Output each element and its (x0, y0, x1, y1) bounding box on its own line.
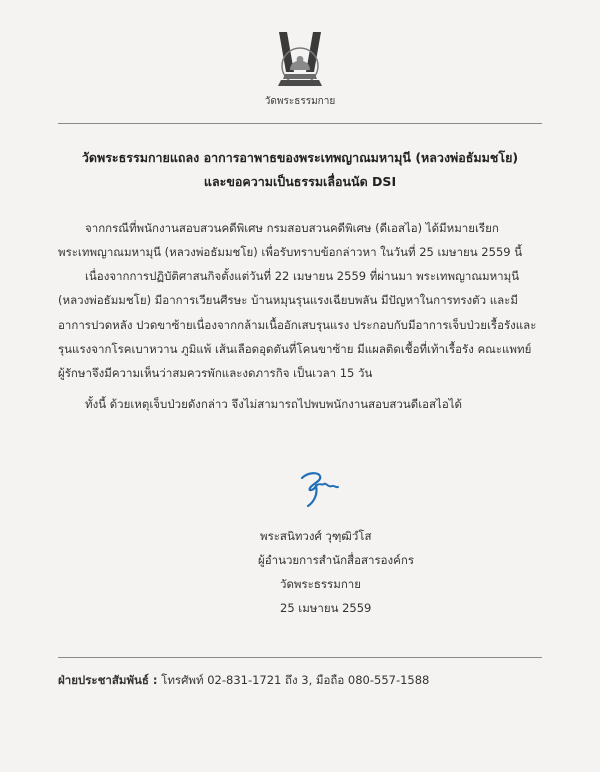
footer-phone: โทรศัพท์ 02-831-1721 ถึง 3, มือถือ 080-557-1588 (161, 673, 430, 687)
paragraph-line: เนื่องจากการปฏิบัติศาสนกิจตั้งแต่วันที่ 22 เมษายน 2559 ที่ผ่านมา พระเทพญาณมหามุนี (85, 269, 520, 283)
document-title-line-1: วัดพระธรรมกายแถลง อาการอาพาธของพระเทพญาณมหามุนี (หลวงพ่อธัมมชโย) (81, 150, 519, 165)
signatory-name: พระสนิทวงศ์ วุฑฺฒิวํโส (260, 529, 372, 543)
paragraph-line: ผู้รักษาจึงมีความเห็นว่าสมควรพักและงดภารกิจ เป็นเวลา 15 วัน (58, 366, 373, 381)
paragraph-line: (หลวงพ่อธัมมชโย) มีอาการเวียนศีรษะ บ้านหมุนรุนแรงเฉียบพลัน มีปัญหาในการทรงตัว และมี (58, 293, 518, 308)
footer-divider (58, 657, 542, 658)
paragraph-line: จากกรณีที่พนักงานสอบสวนคดีพิเศษ กรมสอบสวนคดีพิเศษ (ดีเอสไอ) ได้มีหมายเรียก (85, 221, 499, 235)
paragraph-1 (58, 216, 548, 265)
handwritten-signature-icon (296, 464, 340, 512)
letterhead-logo (260, 28, 340, 118)
temple-emblem-icon (260, 28, 340, 92)
signatory-position: ผู้อำนวยการสำนักสื่อสารองค์กร (258, 553, 414, 567)
document-title-line-2: และขอความเป็นธรรมเลื่อนนัด DSI (203, 174, 397, 189)
paragraph-3 (58, 392, 548, 416)
paragraph-line: ทั้งนี้ ด้วยเหตุเจ็บป่วยดังกล่าว จึงไม่สามารถไปพบพนักงานสอบสวนดีเอสไอได้ (85, 397, 462, 411)
footer-label: ฝ่ายประชาสัมพันธ์ : (58, 673, 158, 687)
paragraph-line: อาการปวดหลัง ปวดขาซ้ายเนื่องจากกล้ามเนื้ออักเสบรุนแรง ประกอบกับมีอาการเจ็บป่วยเรื้อรังและ (58, 317, 537, 332)
footer-contact (58, 672, 558, 690)
letterhead-org-name: วัดพระธรรมกาย (264, 96, 336, 107)
paragraph-line: พระเทพญาณมหามุนี (หลวงพ่อธัมมชโย) เพื่อรับทราบข้อกล่าวหา ในวันที่ 25 เมษายน 2559 นี้ (58, 245, 523, 260)
signature-block (258, 524, 498, 620)
signatory-org: วัดพระธรรมกาย (280, 577, 361, 591)
signature-date: 25 เมษายน 2559 (280, 601, 372, 615)
paragraph-line: รุนแรงจากโรคเบาหวาน ภูมิแพ้ เส้นเลือดอุดตันที่โคนขาซ้าย มีแผลติดเชื้อที่เท้าเรื้อรัง คณะแพทย์ (58, 341, 532, 356)
paragraph-2 (58, 264, 548, 385)
header-divider (58, 123, 542, 124)
